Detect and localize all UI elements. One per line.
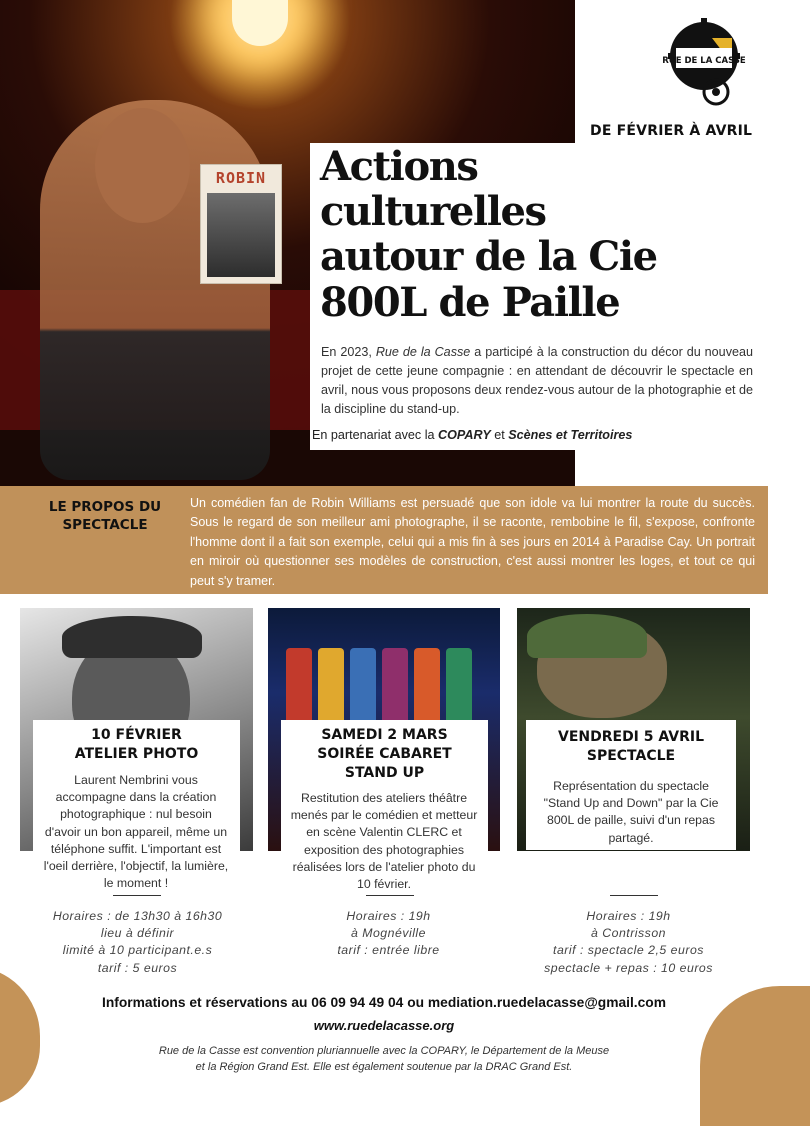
divider — [113, 895, 161, 896]
rue-de-la-casse-logo — [662, 18, 746, 106]
divider — [366, 895, 414, 896]
event-info-atelier — [15, 908, 260, 977]
event-title-line: SOIRÉE CABARET — [317, 745, 452, 762]
event-title-line: SPECTACLE — [586, 747, 676, 764]
event-info-line: lieu à définir — [100, 926, 175, 941]
event-info-line: à Contrisson — [590, 926, 667, 941]
event-info-line: tarif : entrée libre — [337, 943, 440, 958]
date-range: DE FÉVRIER À AVRIL — [590, 123, 753, 139]
event-title — [281, 726, 488, 783]
event-title — [526, 728, 736, 766]
intro-text-part: a participé à la construction du décor du nouveau projet de cette jeune compagnie : en attendant de découvrir le spectacle en avril, nous vous proposons deux rendez-vous autour de la photographie et de la discipline du stand-up. — [321, 345, 753, 416]
propos-title-line: LE PROPOS DU — [48, 499, 162, 515]
robin-book-photo — [207, 193, 275, 277]
event-description: Représentation du spectacle "Stand Up and Down" par la Cie 800L de paille, suivi d'un repas partagé. — [543, 779, 719, 845]
event-info-line: Horaires : 19h — [586, 909, 671, 923]
event-card-soiree-cabaret — [281, 720, 488, 890]
event-title-line: SAMEDI 2 MARS — [321, 727, 448, 743]
partner-copary: COPARY — [438, 428, 491, 442]
event-card-spectacle — [526, 720, 736, 850]
partner-scenes-territoires: Scènes et Territoires — [508, 428, 633, 442]
event-title-line: VENDREDI 5 AVRIL — [557, 729, 705, 745]
event-title-line: ATELIER PHOTO — [74, 745, 199, 762]
funding-notice — [100, 1044, 668, 1076]
propos-text: Un comédien fan de Robin Williams est persuadé que son idole va lui montrer la route du succès. Sous le regard de son meilleur ami photographe, il se raconte, rembobine le fil, s'expose, confronte l'homme dont il a fait son exemple, celui qui a mis fin à ses jours en 2014 à Paradise Cay. Un portrait en miroir où questionner ses modèles de construction, c'est aussi montrer les loges, et tout ce qui peut s'y tramer. — [190, 496, 755, 588]
partners-line — [312, 428, 752, 442]
photographer-hat — [62, 616, 202, 658]
funding-notice-line: et la Région Grand Est. Elle est également soutenue par la DRAC Grand Est. — [195, 1060, 573, 1073]
robin-book-title: ROBIN — [215, 169, 267, 187]
robin-book — [200, 164, 282, 284]
page-title: Actions culturelles autour de la Cie 800L de Paille — [320, 143, 657, 326]
event-info-spectacle — [506, 908, 751, 977]
event-info-line: Horaires : de 13h30 à 16h30 — [52, 909, 223, 923]
event-info-line: spectacle + repas : 10 euros — [544, 960, 713, 975]
event-info-line: limité à 10 participant.e.s — [62, 943, 213, 958]
hero-actor-head — [95, 108, 190, 223]
event-description: Laurent Nembrini vous accompagne dans la création photographique : nul besoin d'avoir un bon appareil, même un téléphone suffit. L'important est l'oeil derrière, l'objectif, la lumière, le moment ! — [43, 773, 229, 891]
partners-conjunction: et — [490, 428, 509, 442]
actor-cap — [527, 614, 647, 658]
propos-title-line: SPECTACLE — [62, 517, 148, 534]
divider — [610, 895, 658, 896]
event-description: Restitution des ateliers théâtre menés par le comédien et metteur en scène Valentin CLERC et exposition des photographies réalisées lors de l'atelier photo du 10 février. — [290, 791, 478, 892]
logo-text: RUE DE LA CASSE — [662, 56, 746, 66]
event-title-line: 10 FÉVRIER — [91, 727, 182, 743]
contact-info: Informations et réservations au 06 09 94 49 04 ou mediation.ruedelacasse@gmail.com — [101, 995, 667, 1010]
intro-text-part: En 2023, — [321, 345, 376, 359]
propos-title — [35, 498, 175, 534]
event-info-line: tarif : spectacle 2,5 euros — [553, 943, 704, 958]
event-info-line: à Mognéville — [350, 926, 427, 941]
event-info-line: Horaires : 19h — [346, 909, 431, 923]
event-info-cabaret — [266, 908, 511, 960]
decorative-shape-left — [0, 966, 40, 1106]
intro-text — [321, 343, 753, 419]
event-info-line: tarif : 5 euros — [97, 960, 178, 975]
intro-organisation: Rue de la Casse — [375, 345, 471, 359]
event-title — [33, 726, 240, 764]
website-link[interactable]: www.ruedelacasse.org — [313, 1018, 455, 1033]
event-title-line: STAND UP — [344, 764, 425, 781]
funding-notice-line: Rue de la Casse est convention pluriannuelle avec la COPARY, le Département de la Meuse — [158, 1045, 610, 1057]
event-card-atelier-photo — [33, 720, 240, 890]
stage-lamp — [232, 0, 288, 46]
partners-prefix: En partenariat avec la — [312, 428, 439, 442]
